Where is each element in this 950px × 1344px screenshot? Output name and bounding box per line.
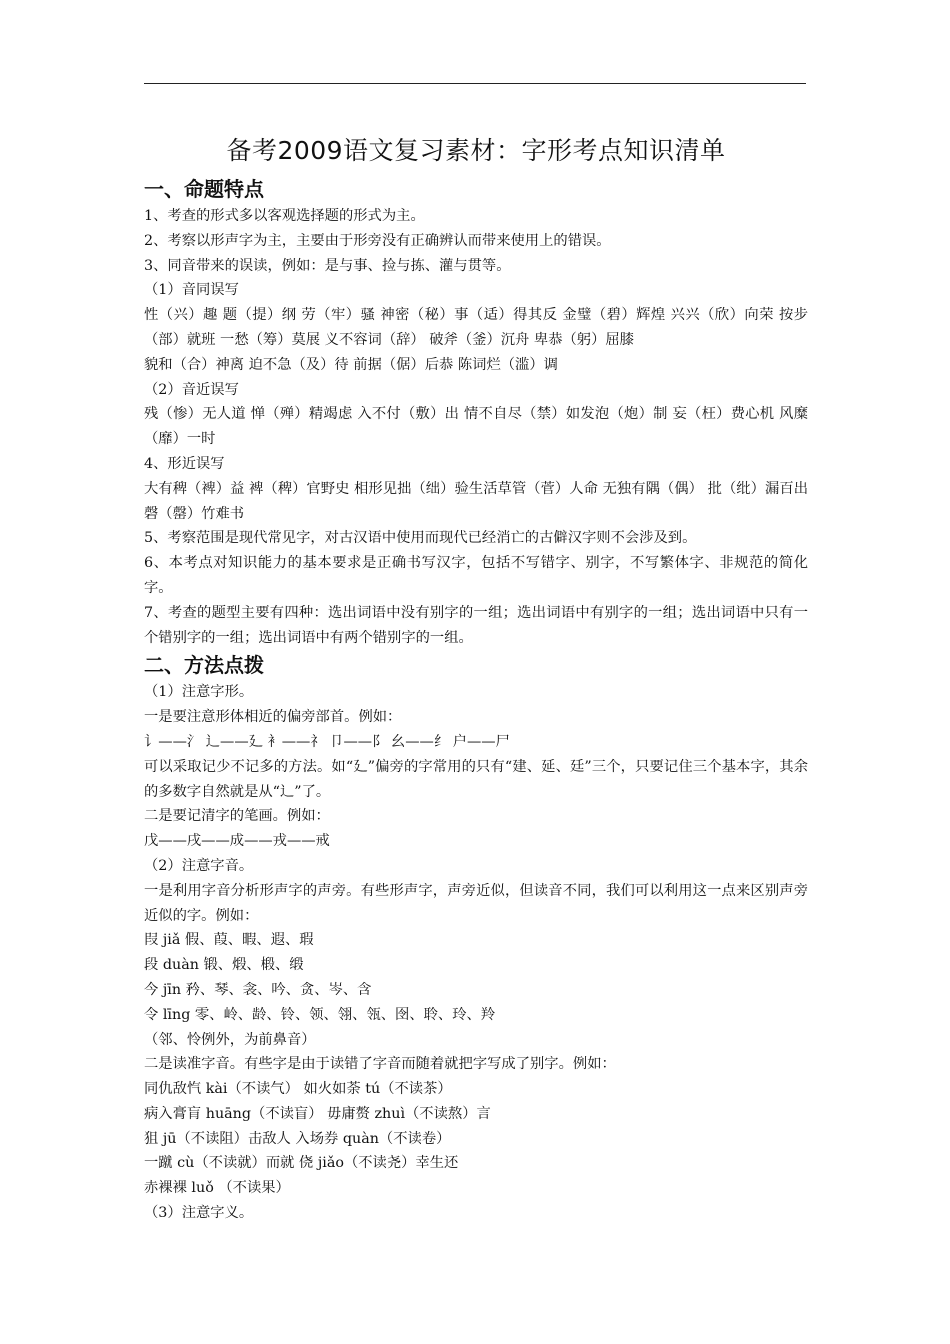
document-body [144, 132, 808, 1226]
paragraph: （3）注意字义。 [144, 1205, 254, 1222]
paragraph: （2）注意字音。 [144, 857, 254, 874]
paragraph: 2、考察以形声字为主，主要由于形旁没有正确辨认而带来使用上的错误。 [144, 232, 611, 249]
paragraph: 7、考查的题型主要有四种：选出词语中没有别字的一组；选出词语中有别字的一组；选出词语中只有一个错别字的一组；选出词语中有两个错别字的一组。 [144, 604, 808, 646]
paragraph: 4、形近误写 [144, 455, 225, 472]
paragraph: 大有稗（裨）益 裨（稗）官野史 相形见拙（绌）验生活草管（菅）人命 无独有隅（偶） 批（纰）漏百出 磬（罄）竹难书 [144, 480, 808, 522]
paragraph: 狙 jū（不读阻）击敌人 入场券 quàn（不读卷） [144, 1130, 451, 1147]
paragraph: 段 duàn 锻、煅、椴、缎 [144, 957, 304, 974]
paragraph: 讠——氵 辶——廴 衤——礻 卩——阝 幺——纟 户——尸 [144, 733, 510, 750]
paragraph: 今 jīn 矜、琴、衾、吟、贪、岑、含 [144, 981, 372, 998]
paragraph: 二是要记清字的笔画。例如： [144, 808, 330, 825]
paragraph: 貌和（合）神离 迫不急（及）待 前据（倨）后恭 陈词烂（滥）调 [144, 356, 558, 373]
document-title: 备考2009语文复习素材：字形考点知识清单 [226, 136, 726, 165]
paragraph: 病入膏肓 huāng（不读盲） 毋庸赘 zhuì（不读熬）言 [144, 1105, 491, 1122]
paragraph: （1）注意字形。 [144, 684, 254, 701]
paragraph: 可以采取记少不记多的方法。如“廴”偏旁的字常用的只有“建、延、廷”三个，只要记住三个基本字，其余的多数字自然就是从“辶”了。 [144, 758, 808, 800]
paragraph: （邻、怜例外，为前鼻音） [144, 1031, 316, 1048]
paragraph: 1、考查的形式多以客观选择题的形式为主。 [144, 208, 425, 224]
header-rule [144, 83, 806, 84]
paragraph: 3、同音带来的误读，例如：是与事、捡与拣、灌与贯等。 [144, 257, 511, 274]
paragraph: 一是要注意形体相近的偏旁部首。例如： [144, 709, 402, 726]
paragraph: 一是利用字音分析形声字的声旁。有些形声字，声旁近似，但读音不同，我们可以利用这一点来区别声旁近似的字。例如： [144, 882, 808, 924]
paragraph: 6、本考点对知识能力的基本要求是正确书写汉字，包括不写错字、别字，不写繁体字、非规范的简化字。 [144, 555, 808, 596]
paragraph: 戊——戌——成——戎——戒 [144, 833, 330, 850]
paragraph: 叚 jiǎ 假、葭、暇、遐、瑕 [144, 932, 314, 949]
paragraph: 赤裸裸 luǒ （不读果） [144, 1180, 290, 1197]
paragraph: （1）音同误写 [144, 282, 239, 299]
paragraph: （2）音近误写 [144, 381, 239, 398]
paragraph: 残（惨）无人道 惮（殚）精竭虑 入不付（敷）出 情不自尽（禁）如发泡（炮）制 妄（枉）费心机 风糜（靡）一时 [144, 406, 808, 448]
section-heading: 二、方法点拨 [144, 653, 264, 678]
paragraph: 5、考察范围是现代常见字，对古汉语中使用而现代已经消亡的古僻汉字则不会涉及到。 [144, 530, 697, 547]
section-methods [144, 650, 808, 1226]
section-features [144, 174, 808, 650]
section-heading: 一、命题特点 [144, 177, 264, 201]
paragraph: 同仇敌忾 kài（不读气） 如火如荼 tú（不读茶） [144, 1081, 452, 1098]
paragraph: 性（兴）趣 题（提）纲 劳（牢）骚 神密（秘）事（适）得其反 金璧（碧）辉煌 兴兴（欣）向荣 按步（部）就班 一愁（筹）莫展 义不容词（辞） 破斧（釜）沉舟 卑恭（躬）屈膝 [144, 307, 808, 348]
paragraph: 令 līng 零、岭、龄、铃、领、翎、瓴、囹、聆、玲、羚 [144, 1006, 496, 1023]
paragraph: 一蹴 cù（不读就）而就 侥 jiǎo（不读尧）幸生还 [144, 1155, 459, 1172]
paragraph: 二是读准字音。有些字是由于读错了字音而随着就把字写成了别字。例如： [144, 1056, 616, 1073]
